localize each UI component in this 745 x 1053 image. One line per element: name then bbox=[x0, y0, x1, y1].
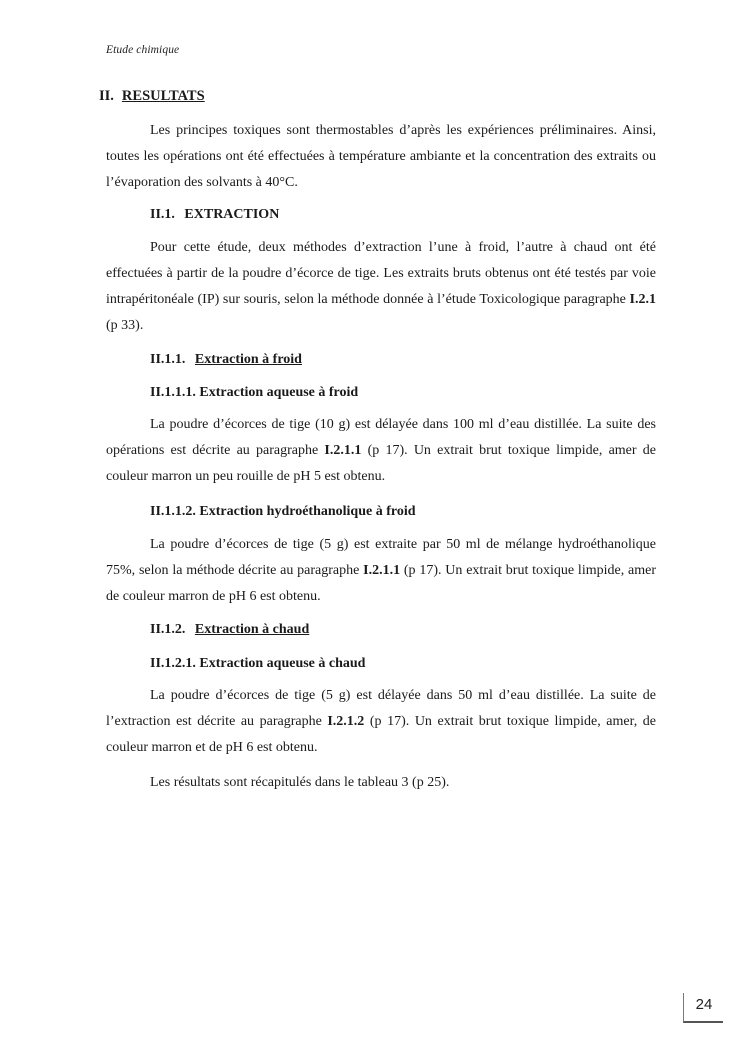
section-number: II. bbox=[99, 88, 114, 104]
froid-aqueuse-text-end: (p 17). Un extrait brut toxique limpide, amer de couleur marron un peu rouille de pH 5 est obtenu. bbox=[106, 443, 656, 484]
section-heading bbox=[99, 88, 205, 105]
chaud-number: II.1.2. bbox=[150, 622, 186, 637]
intro-paragraph: Les principes toxiques sont thermostables d’après les expériences préliminaires. Ainsi, toutes les opérations ont été effectuées à température ambiante et la concentration des extraits ou l’évaporation des solvants à 40°C. bbox=[106, 123, 656, 190]
extraction-title: EXTRACTION bbox=[184, 207, 280, 222]
chaud-heading bbox=[150, 622, 309, 638]
chaud-aqueuse-text: La poudre d’écorces de tige (5 g) est délayée dans 50 ml d’eau distillée. La suite de l’extraction est décrite au paragraphe bbox=[106, 688, 656, 729]
running-header: Etude chimique bbox=[106, 44, 180, 56]
section-title: RESULTATS bbox=[121, 88, 205, 104]
extraction-paragraph bbox=[106, 235, 656, 339]
chaud-aqueuse-paragraph bbox=[106, 683, 656, 761]
extraction-ref: I.2.1 bbox=[629, 292, 656, 307]
froid-hydro-text: La poudre d’écorces de tige (5 g) est extraite par 50 ml de mélange hydroéthanolique 75%, selon la méthode décrite au paragraphe bbox=[106, 537, 656, 578]
chaud-aqueuse-ref: I.2.1.2 bbox=[327, 714, 365, 729]
froid-hydro-paragraph bbox=[106, 532, 656, 610]
froid-aqueuse-paragraph bbox=[106, 412, 656, 490]
extraction-number: II.1. bbox=[150, 207, 175, 222]
extraction-heading bbox=[150, 207, 279, 223]
chaud-aqueuse-text-end: (p 17). Un extrait brut toxique limpide, amer, de couleur marron et de pH 6 est obtenu. bbox=[106, 714, 656, 755]
froid-hydro-heading: II.1.1.2. Extraction hydroéthanolique à froid bbox=[150, 504, 416, 519]
conclusion-paragraph: Les résultats sont récapitulés dans le tableau 3 (p 25). bbox=[150, 775, 450, 790]
chaud-title: Extraction à chaud bbox=[194, 622, 310, 637]
froid-aqueuse-text: La poudre d’écorces de tige (10 g) est délayée dans 100 ml d’eau distillée. La suite des opérations est décrite au paragraphe bbox=[106, 417, 656, 458]
extraction-text-end: (p 33). bbox=[106, 318, 144, 333]
froid-title: Extraction à froid bbox=[194, 352, 302, 367]
froid-aqueuse-heading: II.1.1.1. Extraction aqueuse à froid bbox=[150, 385, 359, 400]
froid-hydro-text-end: (p 17). Un extrait brut toxique limpide, amer de couleur marron de pH 6 est obtenu. bbox=[106, 563, 656, 604]
froid-heading bbox=[150, 352, 302, 368]
froid-aqueuse-ref: I.2.1.1 bbox=[324, 443, 362, 458]
froid-hydro-ref: I.2.1.1 bbox=[363, 563, 401, 578]
page-number: 24 bbox=[695, 996, 713, 1013]
froid-number: II.1.1. bbox=[150, 352, 186, 367]
chaud-aqueuse-heading: II.1.2.1. Extraction aqueuse à chaud bbox=[150, 656, 366, 671]
page-number-box bbox=[683, 993, 723, 1023]
extraction-text: Pour cette étude, deux méthodes d’extraction l’une à froid, l’autre à chaud ont été effectuées à partir de la poudre d’écorce de tige. Les extraits bruts obtenus ont été testés par voie intrapéritonéale (IP) sur souris, selon la méthode donnée à l’étude Toxicologique paragraphe bbox=[106, 240, 656, 307]
